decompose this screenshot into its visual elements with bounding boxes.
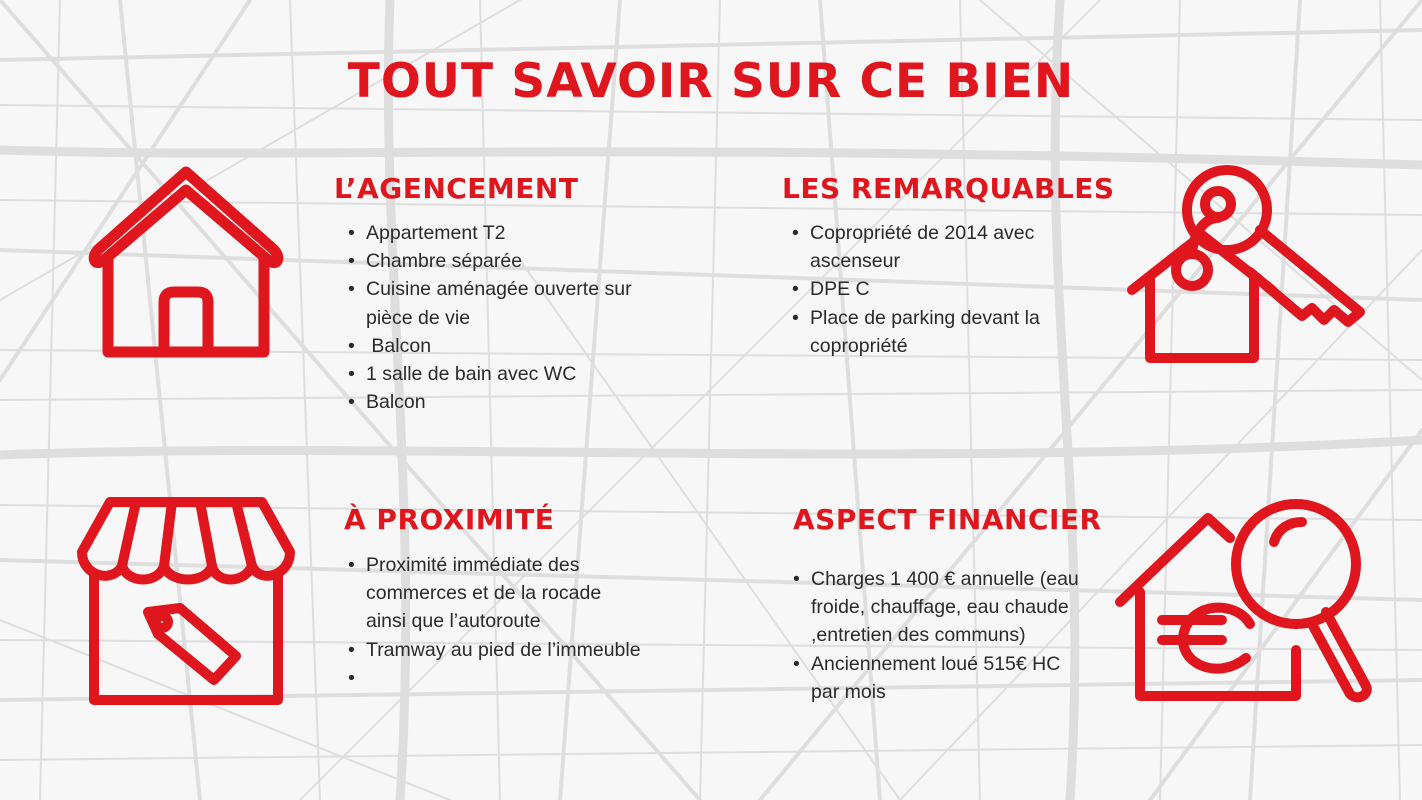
list-item: • DPE C [786,275,1086,303]
house-icon [78,160,294,370]
list-item: • Balcon [342,388,672,416]
section-proximite [344,502,684,692]
list-item: • Anciennement loué 515€ HC par mois [787,650,1092,706]
feature-list [786,219,1086,360]
list-item: • Balcon [342,332,672,360]
section-agencement [334,171,694,416]
list-item: • Appartement T2 [342,219,672,247]
list-item: • 1 salle de bain avec WC [342,360,672,388]
list-item: • Tramway au pied de l’immeuble [342,636,642,664]
feature-list [342,219,672,416]
section-heading: ASPECT FINANCIER [793,503,1102,536]
feature-list [342,551,642,692]
list-item: • Proximité immédiate des commerces et de la rocade ainsi que l’autoroute [342,551,642,636]
section-heading: LES REMARQUABLES [782,172,1115,205]
section-heading: L’AGENCEMENT [334,172,579,205]
house-keys-icon [1122,160,1372,370]
section-heading: À PROXIMITÉ [344,503,555,536]
section-financier [793,502,1123,706]
list-item: • Cuisine aménagée ouverte sur pièce de vie [342,275,672,331]
feature-list [787,565,1092,706]
list-item: • Charges 1 400 € annuelle (eau froide, chauffage, eau chaude ,entretien des communs) [787,565,1092,650]
section-remarquables [782,171,1132,360]
list-item: • Place de parking devant la copropriété [786,304,1086,360]
list-item [342,664,642,692]
list-item: • Copropriété de 2014 avec ascenseur [786,219,1086,275]
shop-tag-icon [76,492,296,712]
house-euro-magnifier-icon [1112,492,1378,712]
page-title: TOUT SAVOIR SUR CE BIEN [347,54,1075,109]
list-item: • Chambre séparée [342,247,672,275]
